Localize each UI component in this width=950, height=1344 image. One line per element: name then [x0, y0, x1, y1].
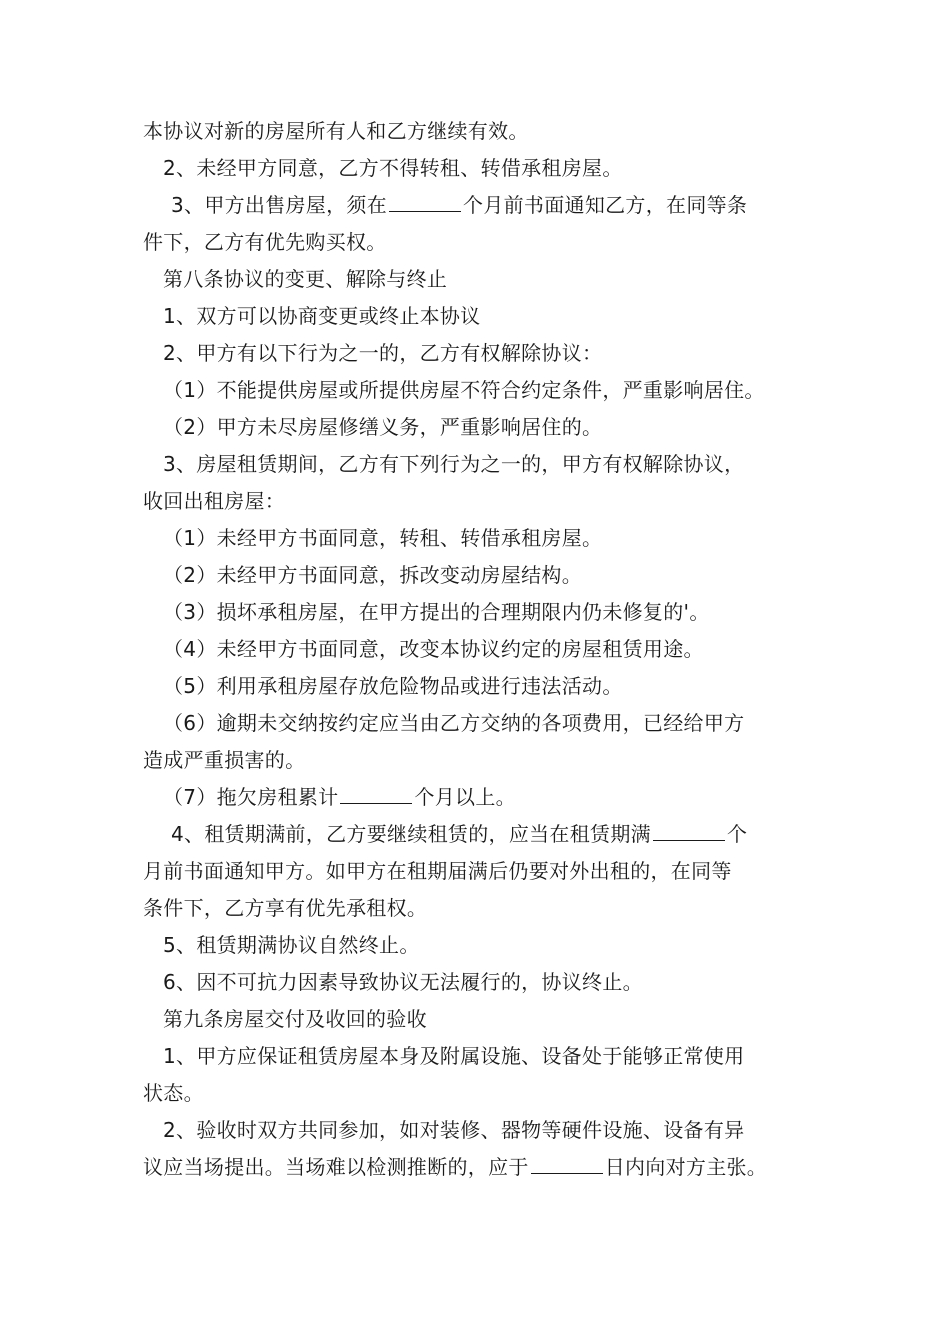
paragraph-line: 收回出租房屋：: [143, 489, 286, 513]
clause-text: 个: [726, 822, 748, 846]
clause-line: [143, 816, 823, 853]
clause-text: 日内向对方主张。: [604, 1155, 768, 1179]
clause-text: 4、租赁期满前，乙方要继续租赁的，应当在租赁期满: [171, 822, 651, 846]
clause-text: 3、甲方出售房屋，须在: [171, 193, 388, 217]
clause-line: 2、未经甲方同意，乙方不得转租、转借承租房屋。: [163, 156, 623, 180]
clause-text: 个月前书面通知乙方，在同等条: [463, 193, 748, 217]
fill-in-blank[interactable]: [340, 785, 412, 804]
fill-in-blank[interactable]: [389, 193, 461, 212]
sub-clause-line: （2）未经甲方书面同意，拆改变动房屋结构。: [163, 563, 583, 587]
paragraph-line: 条件下，乙方享有优先承租权。: [143, 896, 428, 920]
clause-line: 2、甲方有以下行为之一的，乙方有权解除协议：: [163, 341, 603, 365]
paragraph-line: 月前书面通知甲方。如甲方在租期届满后仍要对外出租的，在同等: [143, 859, 732, 883]
paragraph-line: 本协议对新的房屋所有人和乙方继续有效。: [143, 119, 529, 143]
section-heading: 第九条房屋交付及收回的验收: [163, 1007, 427, 1031]
document-body: [143, 113, 823, 1186]
fill-in-blank[interactable]: [653, 822, 725, 841]
sub-clause-line: （2）甲方未尽房屋修缮义务，严重影响居住的。: [163, 415, 603, 439]
clause-text: 议应当场提出。当场难以检测推断的，应于: [143, 1155, 529, 1179]
clause-text: 个月以上。: [414, 785, 516, 809]
clause-line: 5、租赁期满协议自然终止。: [163, 933, 420, 957]
fill-in-blank[interactable]: [531, 1155, 603, 1174]
clause-line: 2、验收时双方共同参加，如对装修、器物等硬件设施、设备有异: [163, 1118, 745, 1142]
clause-line: 1、双方可以协商变更或终止本协议: [163, 304, 481, 328]
sub-clause-line: （1）不能提供房屋或所提供房屋不符合约定条件，严重影响居住。: [163, 378, 765, 402]
clause-line: 3、房屋租赁期间，乙方有下列行为之一的，甲方有权解除协议，: [163, 452, 745, 476]
paragraph-line: 造成严重损害的。: [143, 748, 306, 772]
paragraph-line: 状态。: [143, 1081, 204, 1105]
clause-text: （7）拖欠房租累计: [163, 785, 339, 809]
sub-clause-line: （5）利用承租房屋存放危险物品或进行违法活动。: [163, 674, 623, 698]
sub-clause-line: （3）损坏承租房屋，在甲方提出的合理期限内仍未修复的'。: [163, 600, 710, 624]
section-heading: 第八条协议的变更、解除与终止: [163, 267, 448, 291]
sub-clause-line: （1）未经甲方书面同意，转租、转借承租房屋。: [163, 526, 603, 550]
sub-clause-line: [143, 779, 823, 816]
sub-clause-line: （4）未经甲方书面同意，改变本协议约定的房屋租赁用途。: [163, 637, 704, 661]
clause-line: 1、甲方应保证租赁房屋本身及附属设施、设备处于能够正常使用: [163, 1044, 745, 1068]
clause-line: [143, 187, 823, 224]
paragraph-line: [143, 1149, 823, 1186]
sub-clause-line: （6）逾期未交纳按约定应当由乙方交纳的各项费用，已经给甲方: [163, 711, 745, 735]
clause-line: 6、因不可抗力因素导致协议无法履行的，协议终止。: [163, 970, 643, 994]
paragraph-line: 件下，乙方有优先购买权。: [143, 230, 387, 254]
